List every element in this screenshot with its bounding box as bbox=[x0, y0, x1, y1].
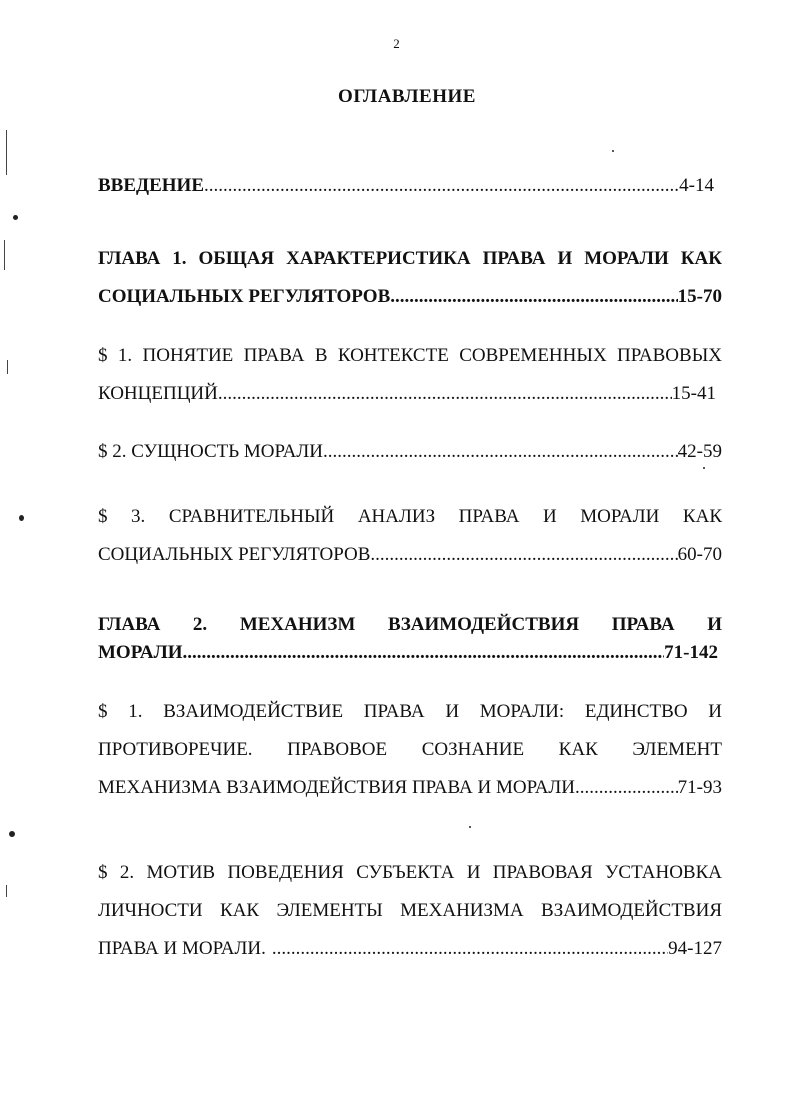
scan-speck bbox=[19, 515, 24, 521]
scan-speck bbox=[469, 826, 471, 828]
toc-entry-line: ПРАВА И МОРАЛИ. bbox=[98, 938, 266, 959]
dot-leader bbox=[575, 769, 678, 807]
dot-leader bbox=[183, 639, 665, 667]
toc-entry-chapter-1-section-1 bbox=[98, 337, 722, 413]
toc-entry-line: МЕХАНИЗМА ВЗАИМОДЕЙСТВИЯ ПРАВА И МОРАЛИ bbox=[98, 777, 576, 798]
toc-entry-intro bbox=[98, 167, 722, 205]
scan-margin-mark bbox=[7, 360, 8, 374]
toc-entry-line: ГЛАВА 2. МЕХАНИЗМ ВЗАИМОДЕЙСТВИЯ ПРАВА И bbox=[98, 614, 722, 635]
dot-leader bbox=[323, 433, 678, 471]
scan-margin-mark bbox=[4, 240, 5, 270]
toc-page-range: 71-93 bbox=[677, 777, 722, 798]
page-number: 2 bbox=[393, 36, 400, 51]
toc-entry-chapter-2 bbox=[98, 611, 722, 667]
dot-leader bbox=[390, 278, 677, 316]
toc-entry-line: ПРОТИВОРЕЧИЕ. ПРАВОВОЕ СОЗНАНИЕ КАК ЭЛЕМЕНТ bbox=[98, 739, 722, 760]
toc-entry-chapter-2-section-1 bbox=[98, 693, 722, 807]
toc-page-range: 15-70 bbox=[677, 286, 722, 307]
scan-margin-mark bbox=[6, 885, 7, 897]
toc-page-range: 71-142 bbox=[664, 642, 718, 663]
toc-page-range: 42-59 bbox=[677, 441, 722, 462]
toc-entry-line: ЛИЧНОСТИ КАК ЭЛЕМЕНТЫ МЕХАНИЗМА ВЗАИМОДЕЙСТВИЯ bbox=[98, 900, 722, 921]
toc-entry-chapter-2-section-2 bbox=[98, 854, 722, 968]
toc-entry-line: ГЛАВА 1. ОБЩАЯ ХАРАКТЕРИСТИКА ПРАВА И МОРАЛИ КАК bbox=[98, 248, 722, 269]
toc-entry-line: $ 1. ПОНЯТИЕ ПРАВА В КОНТЕКСТЕ СОВРЕМЕННЫХ ПРАВОВЫХ bbox=[98, 345, 722, 366]
toc-entry-text: $ 2. СУЩНОСТЬ МОРАЛИ bbox=[98, 441, 323, 462]
toc-page-range: 94-127 bbox=[668, 938, 722, 959]
toc-entry-line: $ 1. ВЗАИМОДЕЙСТВИЕ ПРАВА И МОРАЛИ: ЕДИНСТВО И bbox=[98, 701, 722, 722]
toc-page-range: 15-41 bbox=[671, 383, 716, 404]
scan-speck bbox=[612, 150, 614, 152]
toc-entry-chapter-1 bbox=[98, 240, 722, 316]
scan-speck bbox=[703, 467, 705, 469]
scan-margin-mark bbox=[6, 130, 7, 175]
toc-entry-chapter-1-section-2 bbox=[98, 433, 722, 471]
toc-entry-line: КОНЦЕПЦИЙ bbox=[98, 383, 218, 404]
dot-leader bbox=[204, 167, 679, 205]
dot-leader bbox=[370, 536, 677, 574]
scan-speck bbox=[9, 831, 15, 837]
toc-page-range: 60-70 bbox=[677, 544, 722, 565]
toc-page-range: 4-14 bbox=[679, 175, 714, 196]
toc-entry-line: МОРАЛИ bbox=[98, 642, 183, 663]
toc-entry-text: ВВЕДЕНИЕ bbox=[98, 175, 204, 196]
page-title: ОГЛАВЛЕНИЕ bbox=[338, 86, 476, 107]
toc-entry-line: СОЦИАЛЬНЫХ РЕГУЛЯТОРОВ bbox=[98, 544, 371, 565]
scan-speck bbox=[13, 215, 18, 220]
dot-leader bbox=[218, 375, 672, 413]
toc-entry-chapter-1-section-3 bbox=[98, 498, 722, 574]
toc-entry-line: $ 3. СРАВНИТЕЛЬНЫЙ АНАЛИЗ ПРАВА И МОРАЛИ КАК bbox=[98, 506, 722, 527]
toc-entry-line: СОЦИАЛЬНЫХ РЕГУЛЯТОРОВ bbox=[98, 286, 391, 307]
toc-entry-line: $ 2. МОТИВ ПОВЕДЕНИЯ СУБЪЕКТА И ПРАВОВАЯ УСТАНОВКА bbox=[98, 862, 722, 883]
dot-leader bbox=[272, 930, 668, 968]
